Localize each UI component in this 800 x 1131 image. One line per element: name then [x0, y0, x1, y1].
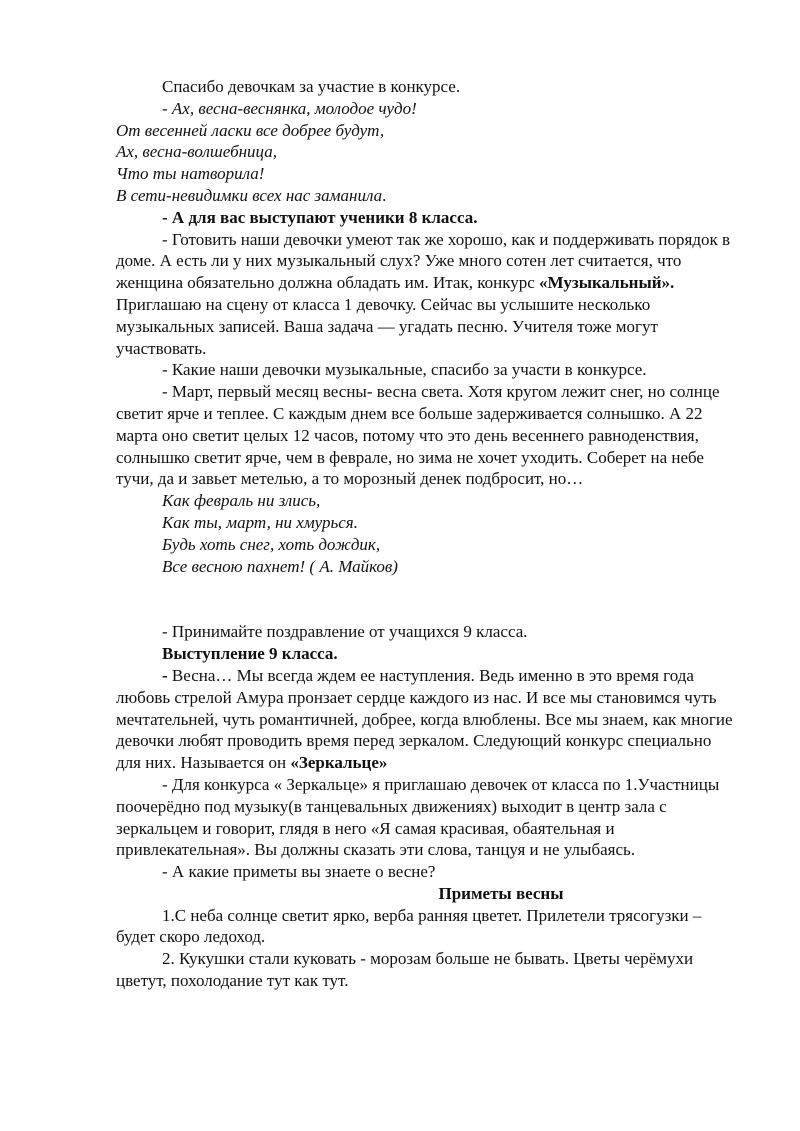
poem-line: Будь хоть снег, хоть дождик, [162, 534, 381, 554]
list-item: 1.С неба солнце светит ярко, верба ранняя цветет. Прилетели трясогузки – будет скоро ледоход. [116, 905, 702, 947]
paragraph: - Принимайте поздравление от учащихся 9 класса. [162, 622, 528, 642]
poem-line [116, 185, 736, 207]
poem-line: Как ты, март, ни хмурься. [162, 512, 358, 532]
thanks-line: Спасибо девочкам за участие в конкурсе. [162, 77, 461, 96]
paragraph: - А какие приметы вы знаете о весне? [162, 862, 436, 882]
poem-line: - Ах, весна-веснянка, молодое чудо! [162, 98, 417, 118]
paragraph-text: - Готовить наши девочки умеют так же хорошо, как и поддерживать порядок в доме. А есть ли у них музыкальный слух? Уже много сотен лет считается, что женщина обязательно должна обладать им. Итак, конкурс [116, 229, 731, 293]
poem-line: Как февраль ни злись, [162, 491, 321, 511]
paragraph-mirror-contest: - Для конкурса « Зеркальце» я приглашаю девочек от класса по 1.Участницы поочерёдно под музыку(в танцевальных движениях) выходит в центр зала с зеркальцем и говорит, глядя в него «Я самая красивая, обаятельная и привлекательная». Вы должны сказать эти слова, танцуя и не улыбаясь. [116, 774, 720, 860]
poem-line-text: В сети-невидимки всех нас заманила [116, 185, 383, 205]
paragraph-text: Весна… Мы всегда ждем ее наступления. Ведь именно в это время года любовь стрелой Амура пронзает сердце каждого из нас. И все мы становимся чуть мечтательней, чуть романтичней, добрее, когда влюблены. Все мы знаем, как многие девочки любят проводить время перед зеркалом. Следующий конкурс специально для них. Называется он [116, 665, 733, 773]
paragraph-march: - Март, первый месяц весны- весна света. Хотя кругом лежит снег, но солнце светит ярче и теплее. С каждым днем все больше задерживается солнышко. А 22 марта оно светит целых 12 часов, потому что это день весеннего равноденствия, солнышко светит ярче, чем в феврале, но зима не хочет уходить. Соберет на небе тучи, да и завьет метелью, а то морозный денек подбросит, но… [116, 382, 720, 489]
dash: - [162, 665, 172, 685]
section-heading: Выступление 9 класса. [162, 644, 338, 664]
section-heading: Приметы весны [438, 883, 564, 903]
poem-line: Что ты натворила! [116, 164, 265, 184]
document-page [116, 76, 736, 992]
poem-line: От весенней ласки все добрее будут, [116, 120, 385, 140]
contest-name: «Зеркальце» [290, 753, 388, 773]
paragraph-text: Приглашаю на сцену от класса 1 девочку. Сейчас вы услышите несколько музыкальных записей. Ваша задача — угадать песню. Учителя тоже могут участвовать. [116, 294, 658, 358]
poem-line: Все весною пахнет! ( А. Майков) [162, 556, 398, 576]
contest-name: «Музыкальный». [539, 273, 675, 293]
paragraph: - Какие наши девочки музыкальные, спасибо за участи в конкурсе. [162, 360, 647, 380]
poem-line: Ах, весна-волшебница, [116, 142, 278, 162]
announcement-heading: - А для вас выступают ученики 8 класса. [162, 207, 478, 227]
list-item: 2. Кукушки стали куковать - морозам больше не бывать. Цветы черёмухи цветут, похолодание тут как тут. [116, 949, 694, 991]
paragraph-spring [116, 665, 736, 774]
poem-line-end: . [382, 185, 387, 205]
paragraph-music-contest [116, 229, 736, 360]
spacer [116, 577, 736, 621]
